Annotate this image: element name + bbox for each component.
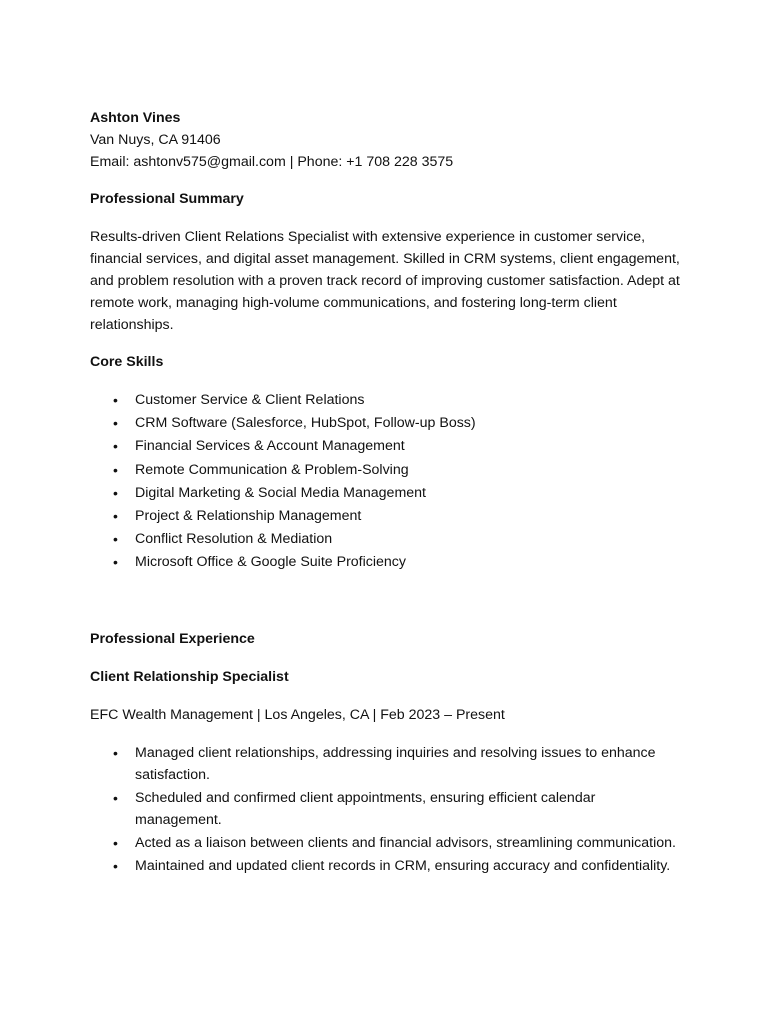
skill-label: Financial Services & Account Management [135, 438, 405, 455]
skills-heading: Core Skills [90, 354, 164, 370]
bullet-icon: • [113, 438, 118, 455]
list-item [90, 389, 690, 412]
list-item [90, 742, 680, 787]
list-item [90, 832, 680, 854]
bullet-icon: • [113, 858, 118, 875]
summary-heading: Professional Summary [90, 191, 244, 207]
list-item [90, 855, 680, 877]
list-item [90, 482, 690, 505]
bullet-icon: • [113, 508, 118, 525]
bullet-icon: • [113, 744, 118, 761]
bullet-icon: • [113, 531, 118, 548]
skill-label: Conflict Resolution & Mediation [135, 531, 333, 548]
bullet-icon: • [113, 392, 118, 408]
skill-label: Customer Service & Client Relations [135, 392, 365, 408]
skill-label: Remote Communication & Problem-Solving [135, 461, 409, 478]
list-item [90, 551, 690, 574]
list-item [90, 459, 690, 482]
candidate-name: Ashton Vines [90, 110, 181, 126]
resume-page [90, 107, 690, 878]
bullet-icon: • [113, 415, 118, 432]
skill-label: Microsoft Office & Google Suite Proficiency [135, 554, 406, 571]
skill-label: Digital Marketing & Social Media Management [135, 484, 426, 501]
experience-heading: Professional Experience [90, 630, 255, 647]
list-item [90, 787, 680, 832]
job-duties-list [90, 742, 690, 878]
list-item [90, 412, 690, 435]
job-title: Client Relationship Specialist [90, 668, 289, 685]
skill-label: Project & Relationship Management [135, 508, 362, 525]
skills-list [90, 389, 690, 575]
list-item [90, 505, 690, 528]
bullet-icon: • [113, 484, 118, 501]
candidate-contact: Email: ashtonv575@gmail.com | Phone: +1 708 228 3575 [90, 154, 454, 170]
bullet-icon: • [113, 461, 118, 478]
list-item [90, 435, 690, 458]
duty-text: Maintained and updated client records in CRM, ensuring accuracy and confidentiality. [135, 858, 671, 875]
duty-text: Acted as a liaison between clients and financial advisors, streamlining communication. [135, 835, 676, 852]
duty-text: Scheduled and confirmed client appointments, ensuring efficient calendar management. [135, 790, 596, 829]
bullet-icon: • [113, 790, 118, 807]
duty-text: Managed client relationships, addressing inquiries and resolving issues to enhance satisfaction. [135, 744, 656, 784]
summary-text: Results-driven Client Relations Specialist with extensive experience in customer service, financial services, and digital asset management. Skilled in CRM systems, client engagement, and problem resolution with a proven track record of improving customer satisfaction. Adept at remote work, managing high-volume communications, and fostering long-term client relationships. [90, 229, 680, 333]
job-meta: EFC Wealth Management | Los Angeles, CA | Feb 2023 – Present [90, 706, 505, 723]
candidate-location: Van Nuys, CA 91406 [90, 132, 221, 148]
list-item [90, 528, 690, 551]
bullet-icon: • [113, 554, 118, 571]
bullet-icon: • [113, 835, 118, 852]
skill-label: CRM Software (Salesforce, HubSpot, Follow-up Boss) [135, 415, 476, 432]
